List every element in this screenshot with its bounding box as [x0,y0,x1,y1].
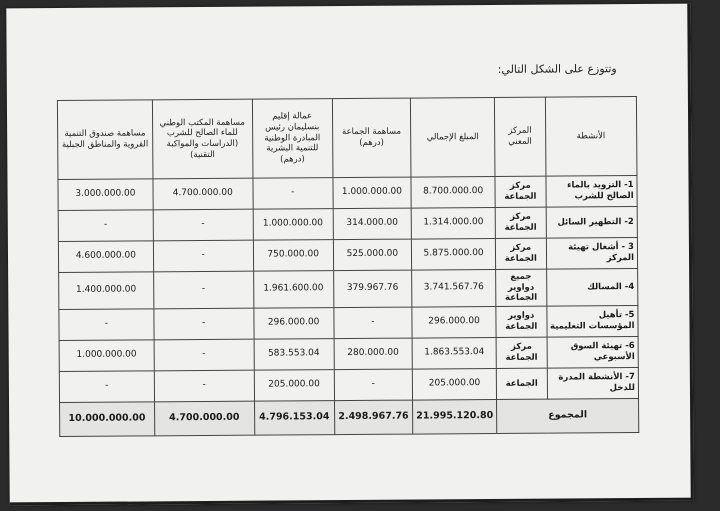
cell-total: 1.314.000.00 [411,207,495,239]
totals-label: المجموع [497,398,639,433]
total-overall: 21.995.120.80 [413,399,497,434]
header-onep: مساهمة المكتب الوطني للماء الصالح للشرب (الدراسات والمواكبة التقنية) [152,99,252,179]
cell-fund: - [59,371,154,403]
cell-center: مركز الجماعة [495,176,546,207]
cell-region: - [253,178,333,210]
cell-fund: 4.600.000.00 [58,241,153,273]
header-total: المبلغ الإجمالي [411,97,495,177]
cell-region: 205.000.00 [254,369,334,401]
cell-activity: 7- الأنشطة المدرة للدخل [547,367,639,399]
header-region: عمالة إقليم بنسليمان رئيس المبادرة الوطنية للتنمية البشرية (درهم) [252,99,332,179]
cell-fund: - [59,309,154,341]
total-region: 4.796.153.04 [254,400,334,435]
total-onep: 4.700.000.00 [154,401,254,436]
cell-onep: - [154,370,254,402]
cell-total: 8.700.000.00 [411,176,495,208]
table-header-row [57,96,637,179]
table-row [59,367,638,402]
table-row [59,336,638,371]
cell-commune: 379.967.76 [333,270,412,307]
cell-activity: 3 - أشغال تهيئة المركز [546,237,638,269]
document-page [6,4,693,506]
cell-commune: 525.000.00 [333,239,412,271]
cell-onep: 4.700.000.00 [153,178,253,210]
totals-row [60,398,639,436]
cell-activity: 1- التزويد بالماء الصالح للشرب [545,175,637,207]
table-row [59,305,638,340]
cell-fund: 1.000.000.00 [59,340,154,372]
header-activities: الأنشطة [545,96,637,176]
cell-commune: 1.000.000.00 [333,177,412,209]
cell-total: 205.000.00 [412,368,496,400]
cell-region: 750.000.00 [253,240,333,272]
table-row [58,237,637,272]
cell-center: مركز الجماعة [496,337,547,368]
table-row [58,175,637,210]
cell-region: 583.553.04 [254,338,334,370]
cell-onep: - [153,209,253,241]
cell-onep: - [153,271,253,309]
cell-activity: 4- المسالك [546,268,638,306]
cell-fund: - [58,210,153,242]
cell-fund: 3.000.000.00 [58,179,153,211]
cell-commune: 280.000.00 [334,338,413,370]
cell-total: 296.000.00 [412,306,496,338]
cell-activity: 5- تأهيل المؤسسات التعليمية [546,305,638,337]
header-commune: مساهمة الجماعة (درهم) [332,98,411,178]
cell-center: الجماعة [496,368,547,399]
cell-center: دواوير الجماعة [496,306,547,337]
cell-onep: - [154,308,254,340]
cell-commune: - [333,307,412,339]
header-fund: مساهمة صندوق التنمية القروية والمناطق الجبلية [57,100,152,180]
cell-region: 1.000.000.00 [253,209,333,241]
cell-center: جميع دواوير الجماعة [496,269,547,306]
cell-activity: 2- التطهير السائل [546,206,638,238]
cell-onep: - [154,339,254,371]
cell-commune: - [334,369,413,401]
table-row [59,268,638,309]
cell-activity: 6- تهيئة السوق الأسبوعي [547,336,639,368]
cell-region: 296.000.00 [254,307,334,339]
page-title: وتتوزع على الشكل التالي: [497,62,617,76]
cell-total: 1.863.553.04 [412,337,496,369]
cell-center: مركز الجماعة [495,207,546,238]
cell-center: مركز الجماعة [495,238,546,269]
cell-commune: 314.000.00 [333,208,412,240]
cell-region: 1.961.600.00 [253,271,333,308]
cell-total: 5.875.000.00 [412,238,496,270]
cell-fund: 1.400.000.00 [59,272,154,310]
total-fund: 10.000.000.00 [60,402,155,437]
cell-total: 3.741.567.76 [412,269,496,306]
total-commune: 2.498.967.76 [334,400,413,435]
table-row [58,206,637,241]
cell-onep: - [153,240,253,272]
header-center: المركز المعني [494,97,545,176]
budget-table [57,96,639,437]
